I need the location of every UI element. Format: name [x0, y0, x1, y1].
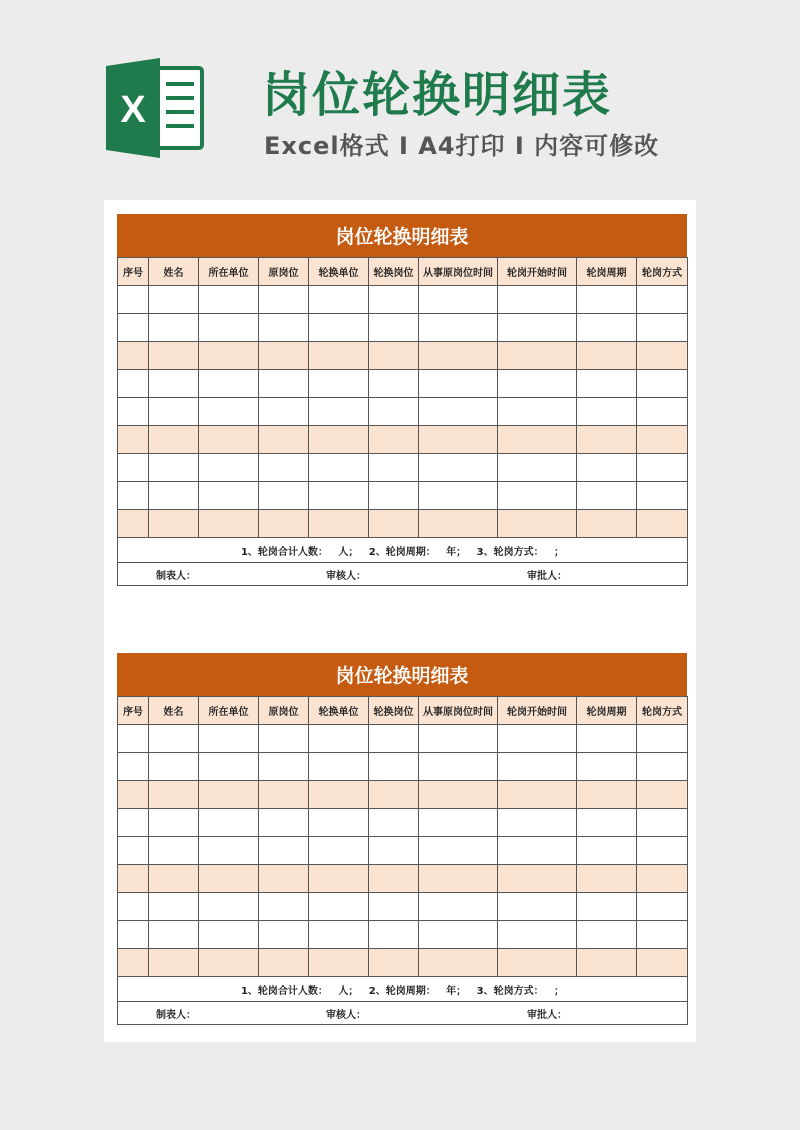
table-row [118, 893, 688, 921]
table-cell[interactable] [577, 921, 637, 949]
table-cell[interactable] [199, 482, 259, 510]
table-cell[interactable] [149, 510, 199, 538]
column-header: 所在单位 [199, 697, 259, 725]
column-header: 从事原岗位时间 [419, 697, 498, 725]
form-title: 岗位轮换明细表 [117, 653, 687, 696]
approver-label: 审批人： [527, 570, 567, 582]
table-cell[interactable] [577, 510, 637, 538]
table-cell[interactable] [149, 342, 199, 370]
column-header: 轮岗开始时间 [498, 697, 577, 725]
table-cell[interactable] [199, 781, 259, 809]
table-cell[interactable] [577, 809, 637, 837]
table-cell[interactable] [259, 342, 309, 370]
table-cell[interactable] [149, 314, 199, 342]
table-cell[interactable] [149, 398, 199, 426]
table-cell[interactable] [259, 809, 309, 837]
table-cell[interactable] [199, 398, 259, 426]
table-cell[interactable] [498, 370, 577, 398]
table-row [118, 949, 688, 977]
table-cell[interactable] [199, 865, 259, 893]
table-cell[interactable] [199, 809, 259, 837]
table-row [118, 398, 688, 426]
table-cell[interactable] [637, 753, 688, 781]
table-cell[interactable] [118, 837, 149, 865]
table-cell[interactable] [309, 893, 369, 921]
table-cell[interactable] [369, 921, 419, 949]
rotation-form-2 [117, 653, 687, 1025]
table-cell[interactable] [637, 342, 688, 370]
signature-row [118, 1002, 688, 1025]
table-cell[interactable] [498, 482, 577, 510]
table-cell[interactable] [199, 286, 259, 314]
table-cell[interactable] [259, 510, 309, 538]
table-cell[interactable] [149, 725, 199, 753]
reviewer-label: 审核人： [326, 570, 366, 582]
table-cell[interactable] [577, 426, 637, 454]
table-cell[interactable] [498, 809, 577, 837]
table-cell[interactable] [199, 370, 259, 398]
table-cell[interactable] [149, 893, 199, 921]
table-cell[interactable] [498, 921, 577, 949]
table-cell[interactable] [419, 809, 498, 837]
table-cell[interactable] [498, 454, 577, 482]
table-cell[interactable] [118, 398, 149, 426]
summary-note: 1、轮岗合计人数： 人； 2、轮岗周期： 年； 3、轮岗方式： ； [118, 538, 688, 563]
approver-label: 审批人： [527, 1009, 567, 1021]
table-cell[interactable] [637, 510, 688, 538]
column-header: 轮岗方式 [637, 258, 688, 286]
table-cell[interactable] [637, 949, 688, 977]
summary-row [118, 538, 688, 563]
table-cell[interactable] [199, 837, 259, 865]
table-cell[interactable] [118, 314, 149, 342]
column-header: 轮换岗位 [369, 258, 419, 286]
table-cell[interactable] [577, 865, 637, 893]
table-cell[interactable] [149, 921, 199, 949]
column-header: 序号 [118, 258, 149, 286]
table-cell[interactable] [637, 370, 688, 398]
table-cell[interactable] [118, 725, 149, 753]
table-cell[interactable] [149, 949, 199, 977]
table-cell[interactable] [577, 949, 637, 977]
summary-note: 1、轮岗合计人数： 人； 2、轮岗周期： 年； 3、轮岗方式： ； [118, 977, 688, 1002]
table-cell[interactable] [419, 454, 498, 482]
table-cell[interactable] [369, 809, 419, 837]
table-row [118, 837, 688, 865]
table-cell[interactable] [498, 837, 577, 865]
column-header: 姓名 [149, 697, 199, 725]
column-header: 原岗位 [259, 258, 309, 286]
table-cell[interactable] [637, 893, 688, 921]
table-cell[interactable] [419, 865, 498, 893]
table-row [118, 921, 688, 949]
table-cell[interactable] [259, 398, 309, 426]
table-cell[interactable] [309, 454, 369, 482]
table-cell[interactable] [419, 781, 498, 809]
signature-cell [118, 1002, 688, 1025]
table-cell[interactable] [637, 809, 688, 837]
table-cell[interactable] [577, 725, 637, 753]
table-row [118, 781, 688, 809]
table-cell[interactable] [637, 314, 688, 342]
table-cell[interactable] [259, 286, 309, 314]
column-header: 序号 [118, 697, 149, 725]
table-cell[interactable] [369, 781, 419, 809]
table-cell[interactable] [149, 837, 199, 865]
table-row [118, 342, 688, 370]
table-cell[interactable] [419, 286, 498, 314]
table-cell[interactable] [149, 286, 199, 314]
table-cell[interactable] [118, 753, 149, 781]
table-cell[interactable] [118, 286, 149, 314]
rotation-table [117, 257, 688, 586]
table-cell[interactable] [637, 865, 688, 893]
table-cell[interactable] [118, 510, 149, 538]
table-cell[interactable] [259, 725, 309, 753]
table-cell[interactable] [419, 342, 498, 370]
table-cell[interactable] [199, 893, 259, 921]
table-cell[interactable] [637, 398, 688, 426]
table-cell[interactable] [309, 865, 369, 893]
page-title: 岗位轮换明细表 [262, 67, 613, 123]
table-cell[interactable] [369, 426, 419, 454]
table-cell[interactable] [118, 865, 149, 893]
table-cell[interactable] [199, 454, 259, 482]
reviewer-label: 审核人： [326, 1009, 366, 1021]
table-cell[interactable] [309, 921, 369, 949]
column-header: 轮岗周期 [577, 258, 637, 286]
table-row [118, 454, 688, 482]
table-cell[interactable] [419, 510, 498, 538]
table-cell[interactable] [577, 753, 637, 781]
table-cell[interactable] [369, 482, 419, 510]
column-header: 姓名 [149, 258, 199, 286]
table-cell[interactable] [369, 286, 419, 314]
table-cell[interactable] [419, 314, 498, 342]
table-cell[interactable] [149, 482, 199, 510]
table-cell[interactable] [309, 837, 369, 865]
table-cell[interactable] [309, 753, 369, 781]
table-cell[interactable] [259, 482, 309, 510]
table-row [118, 753, 688, 781]
table-cell[interactable] [369, 398, 419, 426]
table-cell[interactable] [149, 781, 199, 809]
table-cell[interactable] [498, 753, 577, 781]
table-cell[interactable] [577, 398, 637, 426]
page-subtitle: Excel格式 I A4打印 I 内容可修改 [264, 132, 660, 160]
table-cell[interactable] [309, 725, 369, 753]
table-cell[interactable] [149, 454, 199, 482]
table-cell[interactable] [199, 725, 259, 753]
table-cell[interactable] [577, 314, 637, 342]
preparer-label: 制表人： [156, 1009, 196, 1021]
table-cell[interactable] [118, 370, 149, 398]
table-cell[interactable] [369, 837, 419, 865]
table-cell[interactable] [118, 921, 149, 949]
table-header-row [118, 697, 688, 725]
table-cell[interactable] [259, 921, 309, 949]
column-header: 轮岗周期 [577, 697, 637, 725]
table-cell[interactable] [498, 865, 577, 893]
table-cell[interactable] [498, 426, 577, 454]
column-header: 轮换单位 [309, 697, 369, 725]
table-cell[interactable] [637, 725, 688, 753]
table-cell[interactable] [199, 921, 259, 949]
column-header: 轮换岗位 [369, 697, 419, 725]
table-cell[interactable] [309, 949, 369, 977]
summary-row [118, 977, 688, 1002]
table-cell[interactable] [309, 398, 369, 426]
table-row [118, 725, 688, 753]
table-cell[interactable] [149, 370, 199, 398]
table-cell[interactable] [118, 482, 149, 510]
preparer-label: 制表人： [156, 570, 196, 582]
table-cell[interactable] [498, 781, 577, 809]
table-cell[interactable] [149, 809, 199, 837]
table-row [118, 314, 688, 342]
table-cell[interactable] [637, 837, 688, 865]
table-cell[interactable] [259, 753, 309, 781]
table-cell[interactable] [369, 454, 419, 482]
table-cell[interactable] [577, 370, 637, 398]
table-header-row [118, 258, 688, 286]
column-header: 轮岗方式 [637, 697, 688, 725]
table-cell[interactable] [498, 893, 577, 921]
table-cell[interactable] [498, 725, 577, 753]
table-cell[interactable] [369, 370, 419, 398]
table-cell[interactable] [259, 837, 309, 865]
table-cell[interactable] [419, 725, 498, 753]
table-cell[interactable] [118, 781, 149, 809]
table-cell[interactable] [369, 510, 419, 538]
table-cell[interactable] [199, 314, 259, 342]
table-cell[interactable] [259, 949, 309, 977]
table-cell[interactable] [419, 398, 498, 426]
table-cell[interactable] [577, 454, 637, 482]
table-cell[interactable] [498, 510, 577, 538]
form-title: 岗位轮换明细表 [117, 214, 687, 257]
column-header: 轮岗开始时间 [498, 258, 577, 286]
table-cell[interactable] [419, 921, 498, 949]
table-cell[interactable] [637, 482, 688, 510]
rotation-table [117, 696, 688, 1025]
table-cell[interactable] [577, 482, 637, 510]
table-cell[interactable] [419, 753, 498, 781]
column-header: 从事原岗位时间 [419, 258, 498, 286]
table-row [118, 510, 688, 538]
table-cell[interactable] [419, 837, 498, 865]
table-cell[interactable] [309, 342, 369, 370]
table-cell[interactable] [259, 865, 309, 893]
table-cell[interactable] [369, 342, 419, 370]
table-cell[interactable] [637, 286, 688, 314]
table-cell[interactable] [149, 865, 199, 893]
table-cell[interactable] [637, 454, 688, 482]
table-cell[interactable] [259, 781, 309, 809]
table-cell[interactable] [309, 781, 369, 809]
table-cell[interactable] [309, 314, 369, 342]
table-cell[interactable] [118, 454, 149, 482]
table-cell[interactable] [369, 314, 419, 342]
table-cell[interactable] [369, 753, 419, 781]
table-cell[interactable] [369, 893, 419, 921]
table-cell[interactable] [369, 949, 419, 977]
column-header: 原岗位 [259, 697, 309, 725]
table-cell[interactable] [577, 837, 637, 865]
column-header: 轮换单位 [309, 258, 369, 286]
table-cell[interactable] [309, 482, 369, 510]
table-row [118, 370, 688, 398]
table-row [118, 426, 688, 454]
table-cell[interactable] [259, 370, 309, 398]
page-header [0, 0, 800, 190]
signature-cell [118, 563, 688, 586]
table-cell[interactable] [259, 893, 309, 921]
table-row [118, 482, 688, 510]
rotation-form-1 [117, 214, 687, 586]
table-cell[interactable] [637, 781, 688, 809]
table-cell[interactable] [118, 809, 149, 837]
table-cell[interactable] [199, 426, 259, 454]
table-cell[interactable] [309, 286, 369, 314]
table-cell[interactable] [577, 342, 637, 370]
table-cell[interactable] [118, 342, 149, 370]
table-row [118, 286, 688, 314]
table-row [118, 809, 688, 837]
table-cell[interactable] [199, 510, 259, 538]
table-cell[interactable] [118, 426, 149, 454]
table-cell[interactable] [419, 482, 498, 510]
table-cell[interactable] [149, 753, 199, 781]
table-cell[interactable] [498, 949, 577, 977]
table-cell[interactable] [369, 865, 419, 893]
table-cell[interactable] [498, 398, 577, 426]
table-cell[interactable] [419, 893, 498, 921]
table-cell[interactable] [498, 342, 577, 370]
table-cell[interactable] [309, 809, 369, 837]
table-cell[interactable] [309, 426, 369, 454]
table-cell[interactable] [577, 286, 637, 314]
table-row [118, 865, 688, 893]
table-cell[interactable] [419, 370, 498, 398]
table-cell[interactable] [498, 314, 577, 342]
table-cell[interactable] [637, 921, 688, 949]
table-cell[interactable] [498, 286, 577, 314]
table-cell[interactable] [199, 342, 259, 370]
table-cell[interactable] [309, 370, 369, 398]
table-cell[interactable] [118, 949, 149, 977]
table-cell[interactable] [419, 949, 498, 977]
table-cell[interactable] [577, 781, 637, 809]
signature-row [118, 563, 688, 586]
table-cell[interactable] [309, 510, 369, 538]
excel-logo-icon [104, 58, 206, 158]
table-cell[interactable] [369, 725, 419, 753]
table-cell[interactable] [199, 949, 259, 977]
column-header: 所在单位 [199, 258, 259, 286]
table-cell[interactable] [259, 454, 309, 482]
table-cell[interactable] [577, 893, 637, 921]
table-cell[interactable] [637, 426, 688, 454]
table-cell[interactable] [419, 426, 498, 454]
table-cell[interactable] [199, 753, 259, 781]
table-cell[interactable] [259, 426, 309, 454]
logo-letter: X [120, 89, 146, 131]
table-cell[interactable] [259, 314, 309, 342]
table-cell[interactable] [118, 893, 149, 921]
table-cell[interactable] [149, 426, 199, 454]
